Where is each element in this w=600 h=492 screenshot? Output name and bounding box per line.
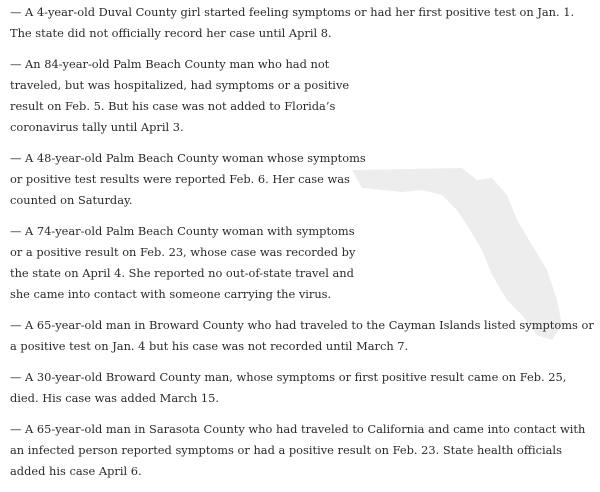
paragraph-5: — A 65-year-old man in Broward County who had traveled to the Cayman Islands listed symptoms or a positive test on Jan. 4 but his case was not recorded until March 7. bbox=[10, 318, 594, 353]
paragraph-7: — A 65-year-old man in Sarasota County who had traveled to California and came into contact with an infected person reported symptoms or had a positive result on Feb. 23. State health officials added his case April 6. bbox=[10, 422, 586, 478]
paragraph-4: — A 74-year-old Palm Beach County woman with symptoms or a positive result on Feb. 23, whose case was recorded by the state on April 4. She reported no out-of-state travel and she came into contact with someone carrying the virus. bbox=[10, 224, 356, 301]
article-body bbox=[10, 2, 598, 492]
paragraph-3: — A 48-year-old Palm Beach County woman whose symptoms or positive test results were reported Feb. 6. Her case was counted on Saturday. bbox=[10, 151, 366, 207]
paragraph-6: — A 30-year-old Broward County man, whose symptoms or first positive result came on Feb. 25, died. His case was added March 15. bbox=[10, 370, 567, 405]
paragraph-1: — A 4-year-old Duval County girl started feeling symptoms or had her first positive test on Jan. 1. The state did not officially record her case until April 8. bbox=[10, 5, 575, 40]
paragraph-2: — An 84-year-old Palm Beach County man who had not traveled, but was hospitalized, had symptoms or a positive result on Feb. 5. But his case was not added to Florida’s coronavirus tally until April 3. bbox=[10, 57, 350, 134]
